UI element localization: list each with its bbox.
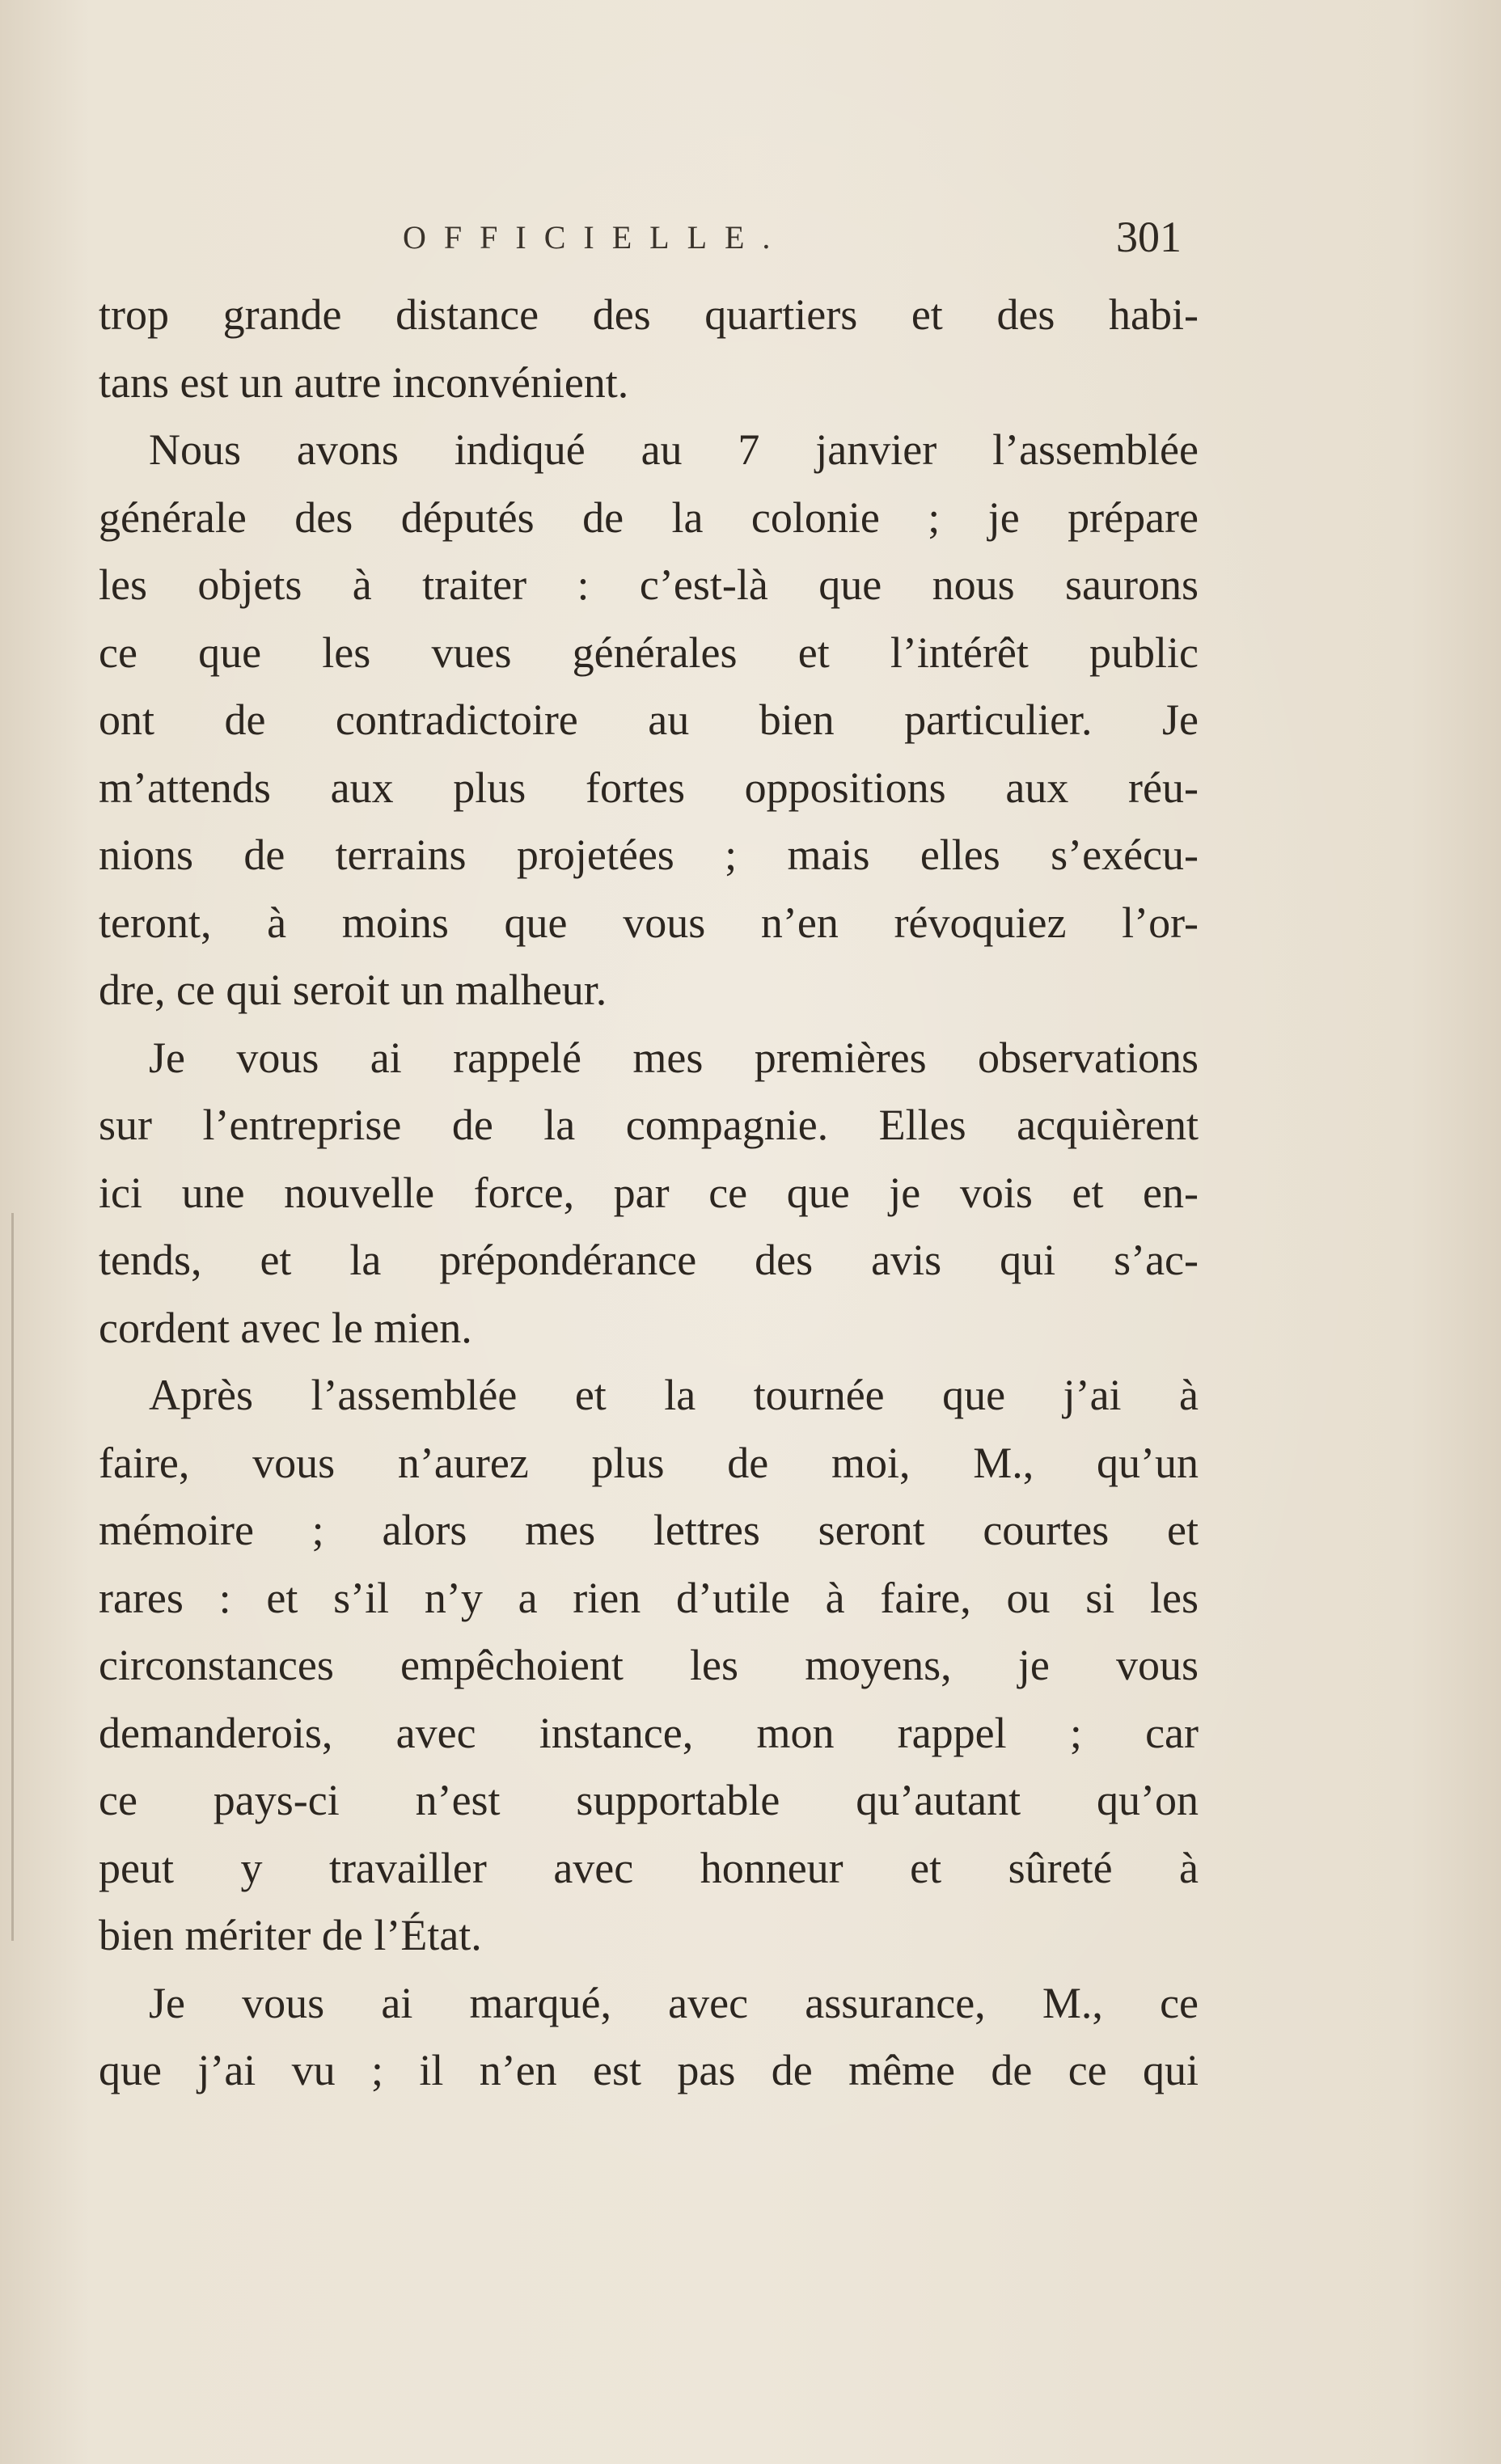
text-line: Nous avons indiqué au 7 janvier l’assemblée: [149, 425, 1199, 474]
text-line: sur l’entreprise de la compagnie. Elles acquièrent: [99, 1101, 1199, 1149]
text-line: teront, à moins que vous n’en révoquiez l’or-: [99, 898, 1199, 947]
text-line: mémoire ; alors mes lettres seront courtes et: [99, 1506, 1199, 1554]
text-line: ici une nouvelle force, par ce que je vois et en-: [99, 1168, 1199, 1217]
text-line: dre, ce qui seroit un malheur.: [99, 966, 607, 1014]
text-line: nions de terrains projetées ; mais elles s’exécu-: [99, 830, 1199, 879]
text-line: Je vous ai rappelé mes premières observations: [149, 1033, 1199, 1082]
text-line: tans est un autre inconvénient.: [99, 357, 629, 407]
text-line: générale des députés de la colonie ; je prépare: [99, 492, 1199, 542]
body-text: [99, 281, 1199, 2105]
text-line: que j’ai vu ; il n’en est pas de même de ce qui: [99, 2046, 1199, 2094]
text-line: faire, vous n’aurez plus de moi, M., qu’un: [99, 1438, 1199, 1487]
running-title: OFFICIELLE.: [403, 219, 789, 256]
text-line: rares : et s’il n’y a rien d’utile à faire, ou si les: [99, 1573, 1199, 1622]
text-line: les objets à traiter : c’est-là que nous saurons: [99, 560, 1199, 609]
text-line: tends, et la prépondérance des avis qui s’ac-: [99, 1236, 1199, 1284]
text-line: circonstances empêchoient les moyens, je vous: [99, 1641, 1199, 1689]
text-line: trop grande distance des quartiers et des habi-: [99, 290, 1199, 339]
text-line: ce pays-ci n’est supportable qu’autant qu’on: [99, 1776, 1199, 1824]
text-line: cordent avec le mien.: [99, 1303, 472, 1352]
text-line: Après l’assemblée et la tournée que j’ai à: [149, 1371, 1199, 1419]
text-line: bien mériter de l’État.: [99, 1911, 482, 1959]
text-line: demanderois, avec instance, mon rappel ; car: [99, 1708, 1199, 1757]
text-line: ce que les vues générales et l’intérêt public: [99, 628, 1199, 677]
page-number: 301: [1116, 213, 1182, 261]
text-line: m’attends aux plus fortes oppositions aux réu-: [99, 763, 1199, 812]
page-edge-shadow: [11, 1213, 14, 1941]
text-line: ont de contradictoire au bien particulier. Je: [99, 695, 1199, 744]
page-header: [0, 212, 1501, 268]
text-line: peut y travailler avec honneur et sûreté à: [99, 1843, 1199, 1892]
text-line: Je vous ai marqué, avec assurance, M., ce: [149, 1978, 1199, 2027]
